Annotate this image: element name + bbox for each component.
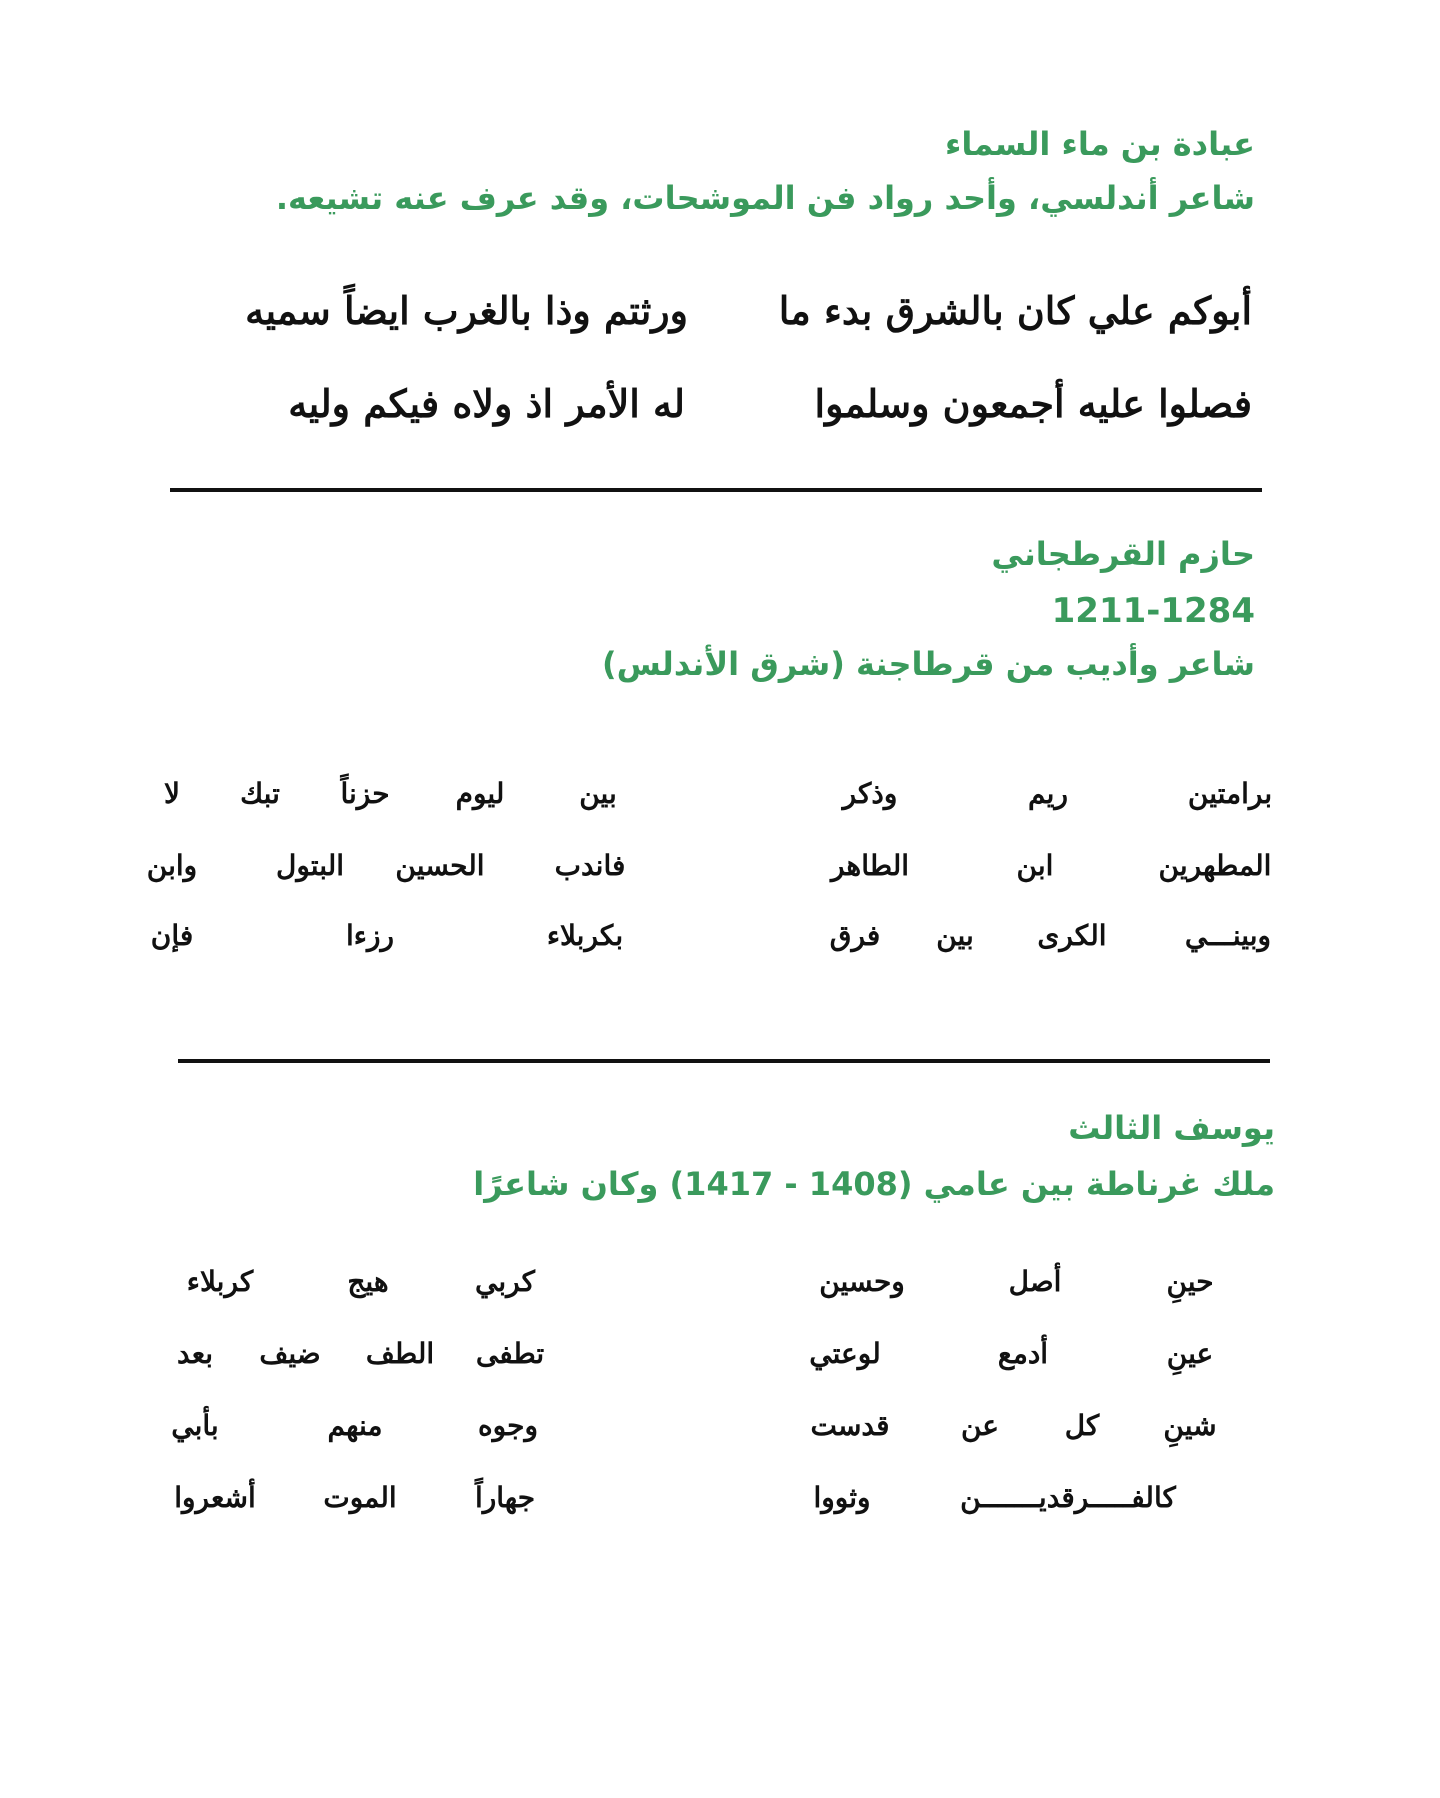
divider-line	[178, 1059, 1270, 1063]
verse-word: حزناً	[340, 777, 390, 810]
verse-left-hemistich: ورثتم وذا بالغرب ايضاً سميه	[245, 288, 688, 333]
verse-word: ضيف	[259, 1337, 321, 1370]
verse-word: بعد	[177, 1337, 213, 1370]
poet-years-hazim: 1211-1284	[1051, 591, 1255, 631]
verse-word: كربلاء	[186, 1265, 254, 1298]
poet-name-ubada: عبادة بن ماء السماء	[944, 125, 1255, 163]
verse-word: كالفـــــرقديـــــــن	[960, 1481, 1176, 1514]
poet-name-yusuf: يوسف الثالث	[1068, 1109, 1275, 1147]
verse-word: قدست	[810, 1409, 890, 1442]
verse-word: كربي	[475, 1265, 535, 1298]
verse-word: تبك	[240, 777, 280, 810]
verse-word: ابن	[1016, 849, 1054, 882]
verse-word: برامتين	[1187, 777, 1273, 810]
verse-word: المطهرين	[1158, 849, 1272, 882]
verse-word: شينِ	[1163, 1409, 1217, 1442]
verse-word: بكربلاء	[546, 919, 624, 952]
divider-line	[170, 488, 1262, 492]
verse-word: أشعروا	[174, 1481, 256, 1514]
verse-word: عن	[960, 1409, 1000, 1442]
verse-word: وذكر	[842, 777, 898, 810]
verse-word: ريم	[1028, 777, 1068, 810]
verse-word: البتول	[275, 849, 345, 882]
verse-word: وثووا	[813, 1481, 871, 1514]
verse-word: رزءا	[346, 919, 394, 952]
verse-word: منهم	[327, 1409, 383, 1442]
verse-word: فرق	[829, 919, 881, 952]
verse-right-hemistich: أبوكم علي كان بالشرق بدء ما	[778, 288, 1252, 333]
verse-left-hemistich: له الأمر اذ ولاه فيكم وليه	[288, 381, 685, 426]
verse-word: وبينـــي	[1184, 919, 1272, 952]
verse-word: هيج	[347, 1265, 389, 1298]
verse-word: ليوم	[455, 777, 505, 810]
poet-desc-yusuf: ملك غرناطة بين عامي (1408 - 1417) وكان شاعرًا	[473, 1165, 1275, 1203]
verse-word: أدمع	[997, 1337, 1049, 1370]
verse-word: وابن	[146, 849, 198, 882]
verse-word: فاندب	[554, 849, 626, 882]
verse-word: الحسين	[395, 849, 485, 882]
verse-word: الموت	[323, 1481, 397, 1514]
verse-word: فإن	[150, 919, 194, 952]
verse-row	[0, 288, 1440, 352]
verse-right-hemistich: فصلوا عليه أجمعون وسلموا	[814, 381, 1252, 426]
verse-word: حينِ	[1166, 1265, 1214, 1298]
verse-word: وحسين	[819, 1265, 905, 1298]
verse-word: وجوه	[478, 1409, 538, 1442]
verse-word: بين	[936, 919, 974, 952]
verse-word: جهاراً	[474, 1481, 536, 1514]
verse-row	[0, 381, 1440, 445]
verse-word: لا	[164, 777, 180, 810]
verse-word: أصل	[1008, 1265, 1062, 1298]
poet-desc-hazim: شاعر وأديب من قرطاجنة (شرق الأندلس)	[601, 645, 1255, 683]
verse-word: الطاهر	[830, 849, 910, 882]
verse-word: لوعتي	[809, 1337, 881, 1370]
verse-word: الكرى	[1037, 919, 1107, 952]
verse-word: كل	[1064, 1409, 1100, 1442]
poet-desc-ubada: شاعر أندلسي، وأحد رواد فن الموشحات، وقد عرف عنه تشيعه.	[275, 179, 1255, 217]
verse-word: الطف	[365, 1337, 435, 1370]
verse-word: بين	[579, 777, 617, 810]
verse-word: عينِ	[1166, 1337, 1214, 1370]
poet-name-hazim: حازم القرطجاني	[991, 535, 1255, 573]
verse-word: تطفى	[475, 1337, 545, 1370]
verse-word: بأبي	[171, 1409, 219, 1442]
